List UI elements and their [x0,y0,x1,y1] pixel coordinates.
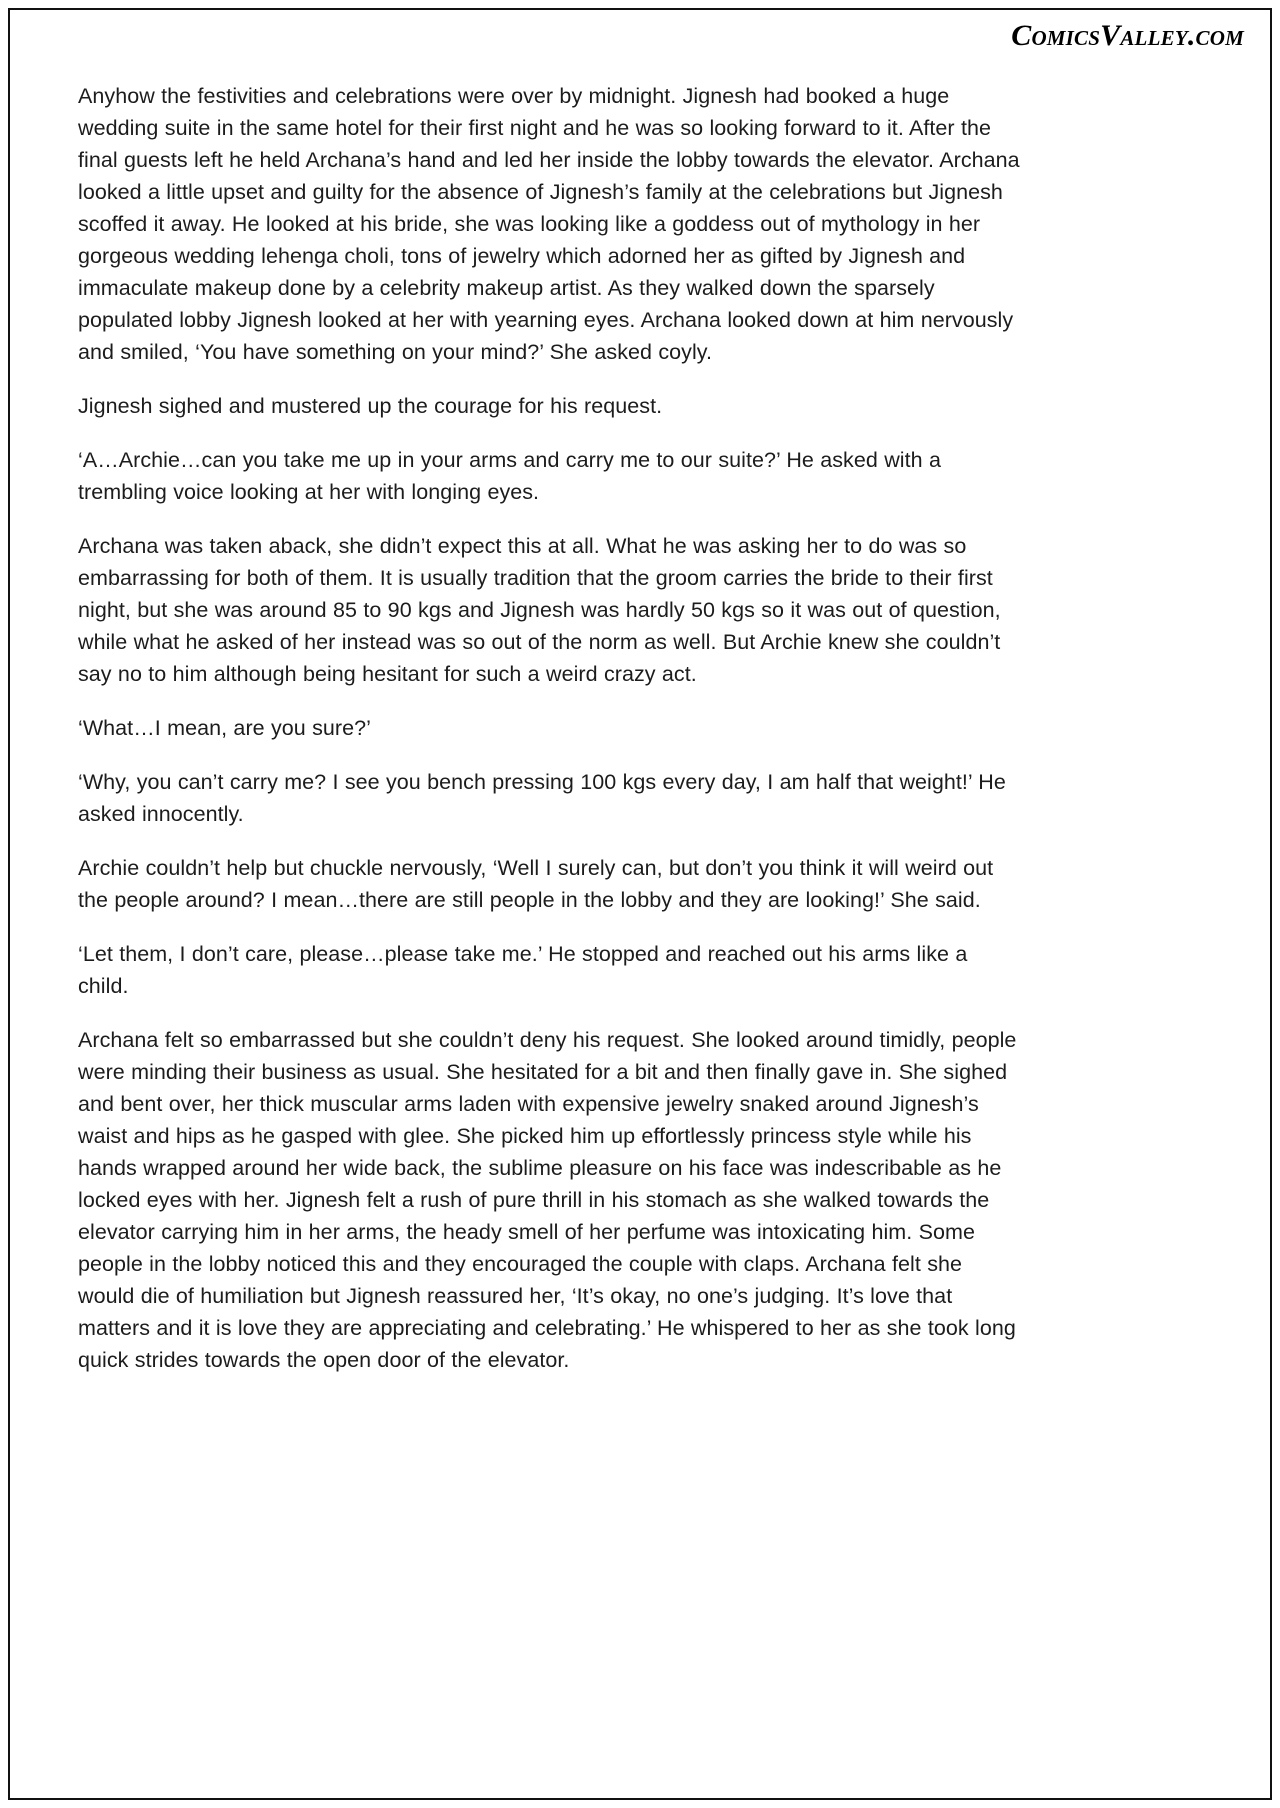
paragraph: Archie couldn’t help but chuckle nervously, ‘Well I surely can, but don’t you think it will weird out the people around? I mean…there are still people in the lobby and they are looking!’ She said. [78,856,994,912]
paragraph: Anyhow the festivities and celebrations were over by midnight. Jignesh had booked a huge wedding suite in the same hotel for their first night and he was so looking forward to it. After the final guests left he held Archana’s hand and led her inside the lobby towards the elevator. Archana looked a little upset and guilty for the absence of Jignesh’s family at the celebrations but Jignesh scoffed it away. He looked at his bride, she was looking like a goddess out of mythology in her gorgeous wedding lehenga choli, tons of jewelry which adorned her as gifted by Jignesh and immaculate makeup done by a celebrity makeup artist. As they walked down the sparsely populated lobby Jignesh looked at her with yearning eyes. Archana looked down at him nervously and smiled, ‘You have something on your mind?’ She asked coyly. [78,84,1020,364]
paragraph: Jignesh sighed and mustered up the courage for his request. [78,394,663,418]
masthead [10,10,1270,62]
paragraph: ‘A…Archie…can you take me up in your arms and carry me to our suite?’ He asked with a trembling voice looking at her with longing eyes. [78,448,941,504]
paragraph: ‘Why, you can’t carry me? I see you bench pressing 100 kgs every day, I am half that weight!’ He asked innocently. [78,770,1006,826]
story-body [78,80,1023,1376]
paragraph: ‘Let them, I don’t care, please…please take me.’ He stopped and reached out his arms like a child. [78,942,968,998]
site-logo: ComicsValley.com [1011,19,1244,52]
paragraph: Archana felt so embarrassed but she couldn’t deny his request. She looked around timidly, people were minding their business as usual. She hesitated for a bit and then finally gave in. She sighed and bent over, her thick muscular arms laden with expensive jewelry snaked around Jignesh’s waist and hips as he gasped with glee. She picked him up effortlessly princess style while his hands wrapped around her wide back, the sublime pleasure on his face was indescribable as he locked eyes with her. Jignesh felt a rush of pure thrill in his stomach as she walked towards the elevator carrying him in her arms, the heady smell of her perfume was intoxicating him. Some people in the lobby noticed this and they encouraged the couple with claps. Archana felt she would die of humiliation but Jignesh reassured her, ‘It’s okay, no one’s judging. It’s love that matters and it is love they are appreciating and celebrating.’ He whispered to her as she took long quick strides towards the open door of the elevator. [78,1028,1017,1372]
paragraph: ‘What…I mean, are you sure?’ [78,716,371,740]
paragraph: Archana was taken aback, she didn’t expect this at all. What he was asking her to do was so embarrassing for both of them. It is usually tradition that the groom carries the bride to their first night, but she was around 85 to 90 kgs and Jignesh was hardly 50 kgs so it was out of question, while what he asked of her instead was so out of the norm as well. But Archie knew she couldn’t say no to him although being hesitant for such a weird crazy act. [78,534,1001,686]
